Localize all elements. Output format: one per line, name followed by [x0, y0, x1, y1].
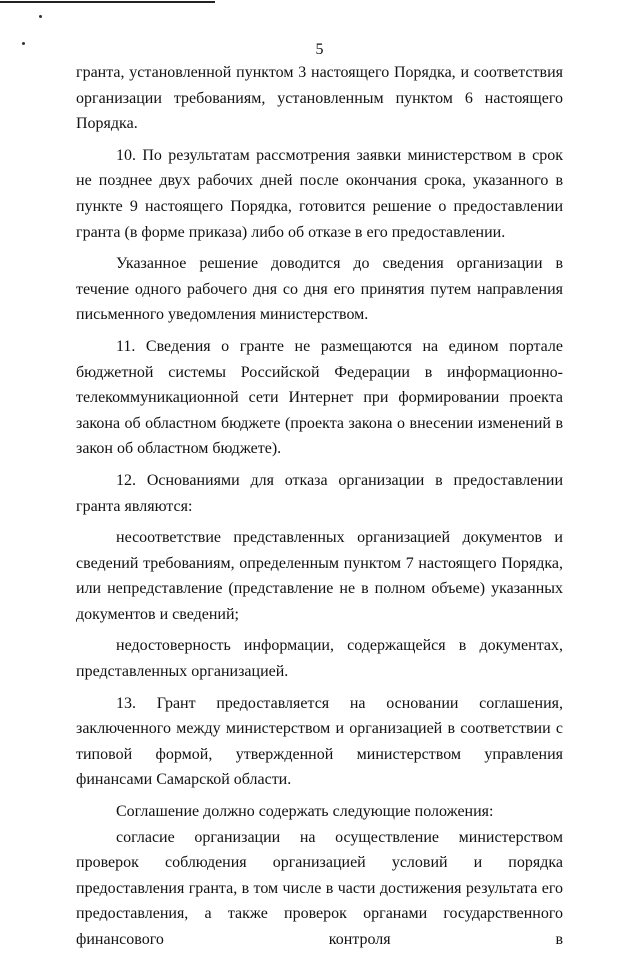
paragraph-item-12: 12. Основаниями для отказа организации в предоставлении гранта являются: — [76, 471, 563, 515]
paragraph-item-10: 10. По результатам рассмотрения заявки министерством в срок не позднее двух рабочих дней после окончания срока, указанного в пункте 9 настоящего Порядка, готовится решение о предоставлении гранта (в форме приказа) либо об отказе в его предоставлении. — [76, 146, 563, 241]
paragraph-item-13: 13. Грант предоставляется на основании соглашения, заключенного между министерством и организацией в соответствии с типовой формой, утвержденной министерством управления финансами Самарской области. — [76, 694, 563, 789]
paragraph-refusal-reason-2: недостоверность информации, содержащейся в документах, представленных организацией. — [76, 637, 563, 681]
scan-dot — [39, 15, 42, 18]
paragraph-refusal-reason-1: несоответствие представленных организацией документов и сведений требованиям, определенным пунктом 7 настоящего Порядка, или непредставление (представление не в полном объеме) указанных документов и сведений; — [76, 529, 563, 623]
scan-edge-mark — [0, 1, 215, 3]
paragraph-agreement-consent: согласие организации на осуществление министерством проверок соблюдения организацией условий и порядка предоставления гранта, в том числе в части достижения результата его предоставления, а также проверок органами государственного финансового контроля в — [76, 828, 563, 948]
paragraph-continuation: гранта, установленной пунктом 3 настоящего Порядка, и соответствия организации требованиям, установленным пунктом 6 настоящего Порядка. — [76, 64, 563, 133]
paragraph-decision-notice: Указанное решение доводится до сведения организации в течение одного рабочего дня со дня его принятия путем направления письменного уведомления министерством. — [76, 255, 563, 324]
paragraph-item-11: 11. Сведения о гранте не размещаются на едином портале бюджетной системы Российской Федерации в информационно-телекоммуникационной сети Интернет при формировании проекта закона об областном бюджете (проекта закона о внесении изменений в закон об областном бюджете). — [76, 337, 563, 458]
page-number: 5 — [315, 41, 324, 58]
document-body — [76, 60, 563, 953]
paragraph-agreement-intro: Соглашение должно содержать следующие положения: — [116, 803, 494, 821]
